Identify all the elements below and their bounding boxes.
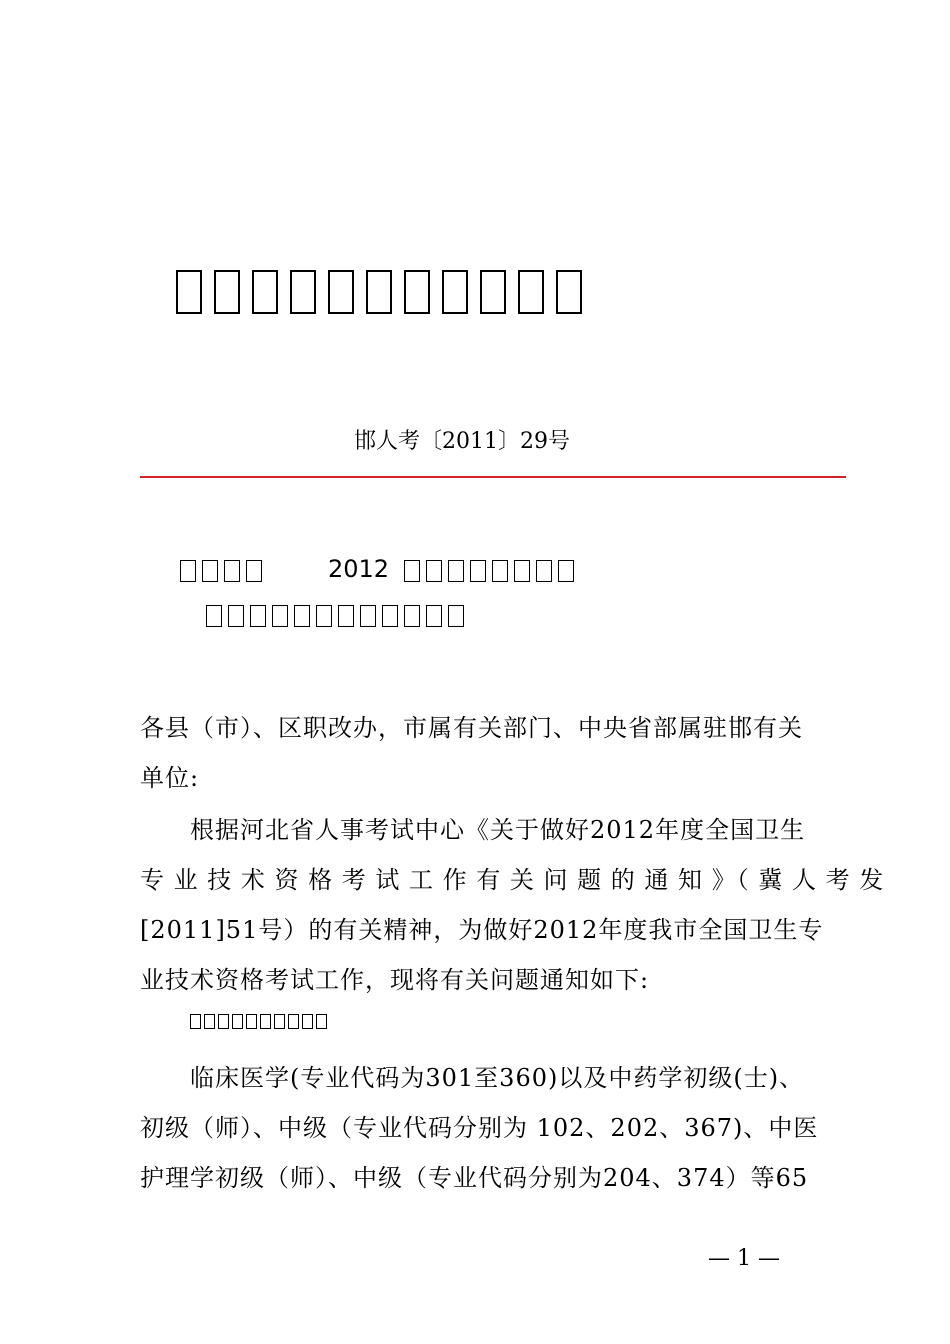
document-number: 邯人考〔2011〕29号 bbox=[354, 429, 570, 454]
title-glyphs-line2 bbox=[206, 605, 470, 627]
title-glyphs-left bbox=[180, 560, 268, 582]
paragraph-2-line-3: 护理学初级（师）、中级（专业代码分别为204、374）等65 bbox=[140, 1164, 809, 1192]
paragraph-1-line-2: 专 业 技 术 资 格 考 试 工 作 有 关 问 题 的 通 知 》（ 冀 人 考 发 bbox=[140, 866, 885, 894]
paragraph-2-line-2: 初级（师）、中级（专业代码分别为 102、202、367)、中医 bbox=[140, 1114, 819, 1142]
paragraph-1-line-1: 根据河北省人事考试中心《关于做好2012年度全国卫生 bbox=[190, 816, 806, 844]
section-heading-glyphs bbox=[190, 1014, 330, 1029]
red-divider bbox=[140, 476, 846, 478]
title-glyphs-right bbox=[404, 560, 580, 582]
document-heading-glyphs bbox=[176, 270, 594, 314]
title-year: 2012 bbox=[328, 555, 390, 583]
paragraph-1-line-3: [2011]51号）的有关精神，为做好2012年度我市全国卫生专 bbox=[140, 916, 824, 944]
addressee-line-1: 各县（市）、区职改办，市属有关部门、中央省部属驻邯有关 bbox=[140, 714, 803, 742]
page-number: — 1 — bbox=[708, 1246, 780, 1271]
paragraph-1-line-4: 业技术资格考试工作，现将有关问题通知如下: bbox=[140, 966, 650, 994]
paragraph-2-line-1: 临床医学(专业代码为301至360)以及中药学初级(士)、 bbox=[190, 1064, 805, 1092]
addressee-line-2: 单位: bbox=[140, 764, 200, 792]
